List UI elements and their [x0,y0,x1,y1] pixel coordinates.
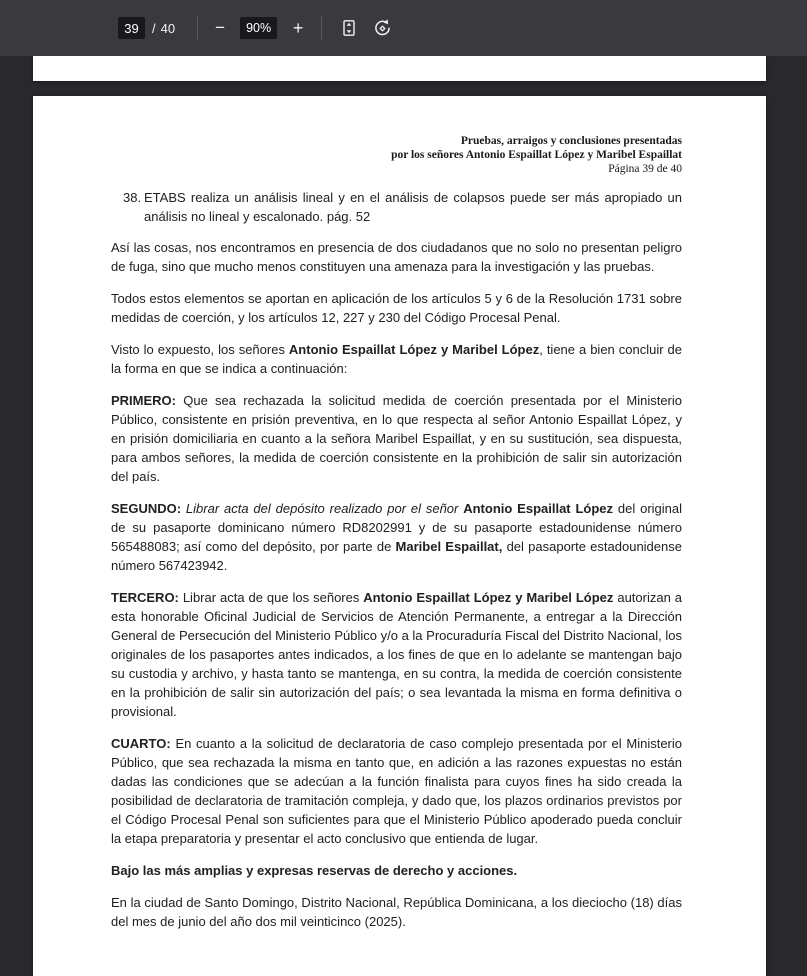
list-item-text [144,188,682,226]
text-run: Librar acta de que los señores [182,590,364,605]
paragraph-visto-lo-expuesto [111,340,682,378]
text-run: Así las cosas, nos encontramos en presencia de dos ciudadanos que no solo no presentan peligro de fuga, sino que mucho menos constituyen una amenaza para la investigación y las pruebas. [111,240,682,274]
toolbar-divider [321,16,322,40]
rotate-counterclockwise-icon [372,18,392,38]
fit-to-page-icon [339,18,359,38]
text-run: Todos estos elementos se aportan en aplicación de los artículos 5 y 6 de la Resolución 1731 sobre medidas de coerción, y los artículos 12, 227 y 230 del Código Procesal Penal. [111,291,682,325]
header-title-line-2: por los señores Antonio Espaillat López y Maribel Espaillat [391,149,682,161]
paragraph-todos-estos-elementos [111,289,682,327]
paragraph-segundo [111,499,682,575]
text-run: Visto lo expuesto, los señores [111,342,289,357]
zoom-in-button[interactable]: + [285,15,311,41]
text-run: Bajo las más amplias y expresas reservas de derecho y acciones. [111,863,518,878]
rotate-counterclockwise-button[interactable] [369,15,395,41]
text-run: Maribel Espaillat, [395,539,507,554]
page-count-separator: / [152,20,156,36]
document-body [111,188,682,931]
text-run: Librar acta del depósito realizado por el señor [185,501,464,516]
header-page-indicator: Página 39 de 40 [608,163,682,175]
text-run: En la ciudad de Santo Domingo, Distrito Nacional, República Dominicana, a los dieciocho (18) días del mes de junio del año dos mil veinticinco (2025). [111,895,682,929]
text-run: ETABS realiza un análisis lineal y en el análisis de colapsos puede ser más apropiado un análisis no lineal y escalonado. pág. 52 [144,190,682,224]
text-run: En cuanto a la solicitud de declaratoria de caso complejo presentada por el Ministerio Público, que sea rechazada la misma en tanto que, en adición a las razones expuestas no están dadas las condiciones que se adecúan a la función finalista para cuyos fines ha sido creada la posibilidad de declaratoria de tramitación compleja, y dado que, los plazos ordinarios previstos por el Código Procesal Penal son suficientes para que el Ministerio Público apoderado pueda concluir la etapa preparatoria y presentar el acto conclusivo que entienda de lugar. [111,736,683,846]
page-number-input[interactable] [118,17,145,39]
zoom-out-button[interactable]: − [207,15,233,41]
text-run: del pasaporte estadounidense número 567423942. [111,539,682,573]
previous-page-bottom [33,56,766,81]
text-run: Antonio Espaillat López y Maribel López [288,342,540,357]
text-run: SEGUNDO: [111,501,186,516]
paragraph-primero [111,391,682,486]
paragraph-tercero [111,588,682,721]
toolbar-divider [197,16,198,40]
text-run: PRIMERO: [111,393,184,408]
list-number: 38. [123,190,142,205]
text-run: del original de su pasaporte dominicano número RD8202991 y de su pasaporte estadounidense número 565488083; así como del depósito, por parte de [111,501,683,554]
paragraph-reservas [111,861,682,880]
text-run: TERCERO: [111,590,183,605]
header-title-line-1: Pruebas, arraigos y conclusiones presentadas [460,135,682,147]
paragraph-fecha-ciudad [111,893,682,931]
zoom-level-display[interactable]: 90% [240,17,277,39]
text-run: CUARTO: [111,736,176,751]
page-count-total: 40 [160,20,176,36]
text-run: Que sea rechazada la solicitud medida de coerción presentada por el Ministerio Público, consistente en prisión preventiva, en lo que respecta al señor Antonio Espaillat López, y en prisión domiciliaria en cuanto a la señora Maribel Espaillat, y en su sustitución, sea dispuesta, para ambos señores, la medida de coerción consistente en la prohibición de salir sin autorización del país. [111,393,682,484]
text-run: , tiene a bien concluir de la forma en que se indica a continuación: [111,342,682,376]
document-header [111,134,682,176]
pdf-toolbar [0,0,807,56]
paragraph-asi-las-cosas [111,238,682,276]
fit-to-page-button[interactable] [336,15,362,41]
text-run: Antonio Espaillat López y Maribel López [363,590,618,605]
document-page [33,96,766,976]
list-item-38 [123,188,682,226]
paragraph-cuarto [111,734,682,848]
text-run: Antonio Espaillat López [463,501,618,516]
text-run: autorizan a esta honorable Oficinal Judicial de Servicios de Atención Permanente, a entregar a la Dirección General de Persecución del Ministerio Público y/o a la Procuraduría Fiscal del Distrito Nacional, los originales de los pasaportes antes indicados, a los fines de que en lo adelante se mantengan bajo su custodia y archivo, y hasta tanto se mantenga, en su contra, la medida de coerción consistente en la prohibición de salir sin autorización del país; o sea levantada la misma en forma definitiva o provisional. [111,590,682,719]
